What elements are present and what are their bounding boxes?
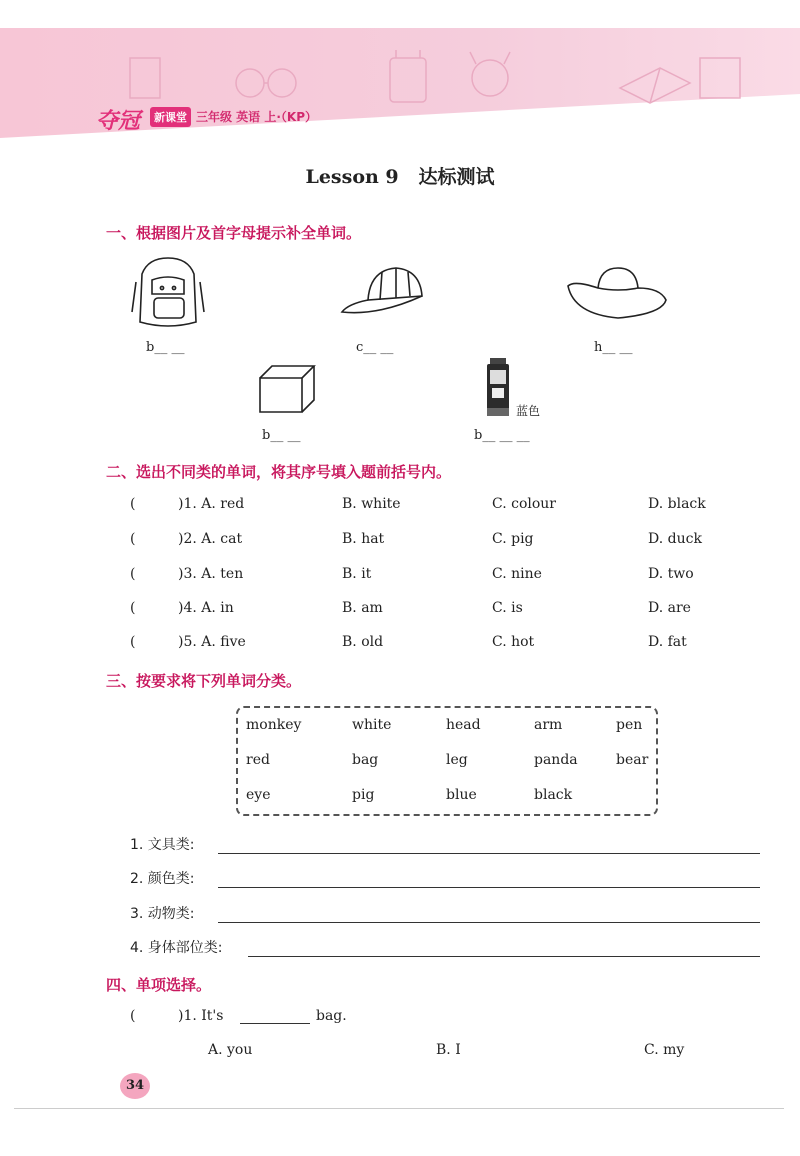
answer-blank-3[interactable]: h__ __ xyxy=(594,340,633,355)
option-c: C. is xyxy=(492,600,523,616)
word-bank-word: black xyxy=(534,787,573,803)
question-row xyxy=(130,634,770,656)
mc-question-row xyxy=(130,1008,770,1030)
question-tail: bag. xyxy=(316,1008,347,1024)
cap-icon xyxy=(338,260,428,320)
answer-paren[interactable]: ( xyxy=(130,531,136,547)
option-d: D. duck xyxy=(648,531,702,547)
option-a: )2. A. cat xyxy=(178,531,243,547)
question-row xyxy=(130,566,770,588)
option-d: D. are xyxy=(648,600,691,616)
mc-options-row xyxy=(130,1042,770,1064)
option-a: )1. A. red xyxy=(178,496,245,512)
word-bank-word: pen xyxy=(616,717,643,733)
word-bank-word: pig xyxy=(352,787,375,803)
answer-blank-5[interactable]: b__ __ __ xyxy=(474,428,530,443)
section-3-title: 三、按要求将下列单词分类。 xyxy=(106,672,302,690)
brand-badge: 新课堂 xyxy=(150,107,191,127)
footer-divider xyxy=(14,1108,784,1109)
category-line[interactable] xyxy=(130,903,760,927)
word-bank-word: bear xyxy=(616,752,649,768)
word-bank-word: head xyxy=(446,717,481,733)
section-2-title: 二、选出不同类的单词，将其序号填入题前括号内。 xyxy=(106,463,452,481)
answer-line[interactable] xyxy=(248,956,760,957)
section-1-title: 一、根据图片及首字母提示补全单词。 xyxy=(106,224,362,242)
option-b: B. it xyxy=(342,566,372,582)
tube-label: 蓝色 xyxy=(516,404,541,418)
answer-paren[interactable]: ( xyxy=(130,1008,136,1024)
answer-line[interactable] xyxy=(218,887,760,888)
option-d: D. black xyxy=(648,496,706,512)
option-b[interactable]: B. I xyxy=(436,1042,461,1058)
category-line[interactable] xyxy=(130,937,760,961)
option-c: C. colour xyxy=(492,496,556,512)
category-line[interactable] xyxy=(130,834,760,858)
answer-paren[interactable]: ( xyxy=(130,600,136,616)
option-a: )5. A. five xyxy=(178,634,246,650)
answer-blank-1[interactable]: b__ __ xyxy=(146,340,185,355)
brand-logo: 夺冠 xyxy=(96,109,141,134)
word-bank-word: blue xyxy=(446,787,477,803)
page-number: 34 xyxy=(120,1073,150,1099)
question-row xyxy=(130,531,770,553)
category-label: 3. 动物类: xyxy=(130,906,195,922)
answer-blank-4[interactable]: b__ __ xyxy=(262,428,301,443)
word-bank-word: white xyxy=(352,717,392,733)
option-d: D. two xyxy=(648,566,694,582)
question-row xyxy=(130,496,770,518)
answer-blank-2[interactable]: c__ __ xyxy=(356,340,394,355)
option-b: B. am xyxy=(342,600,383,616)
answer-paren[interactable]: ( xyxy=(130,496,136,512)
option-b: B. hat xyxy=(342,531,385,547)
option-c: C. pig xyxy=(492,531,534,547)
option-a[interactable]: A. you xyxy=(208,1042,253,1058)
word-bank-word: leg xyxy=(446,752,468,768)
hat-icon xyxy=(564,262,668,322)
option-c: C. hot xyxy=(492,634,535,650)
question-row xyxy=(130,600,770,622)
question-stem: )1. It's xyxy=(178,1008,224,1024)
backpack-icon xyxy=(128,252,208,332)
category-label: 2. 颜色类: xyxy=(130,871,195,887)
category-label: 4. 身体部位类: xyxy=(130,940,223,956)
word-bank-word: bag xyxy=(352,752,379,768)
answer-paren[interactable]: ( xyxy=(130,566,136,582)
option-c: C. nine xyxy=(492,566,542,582)
word-bank-word: monkey xyxy=(246,717,302,733)
option-b: B. white xyxy=(342,496,401,512)
word-bank-word: panda xyxy=(534,752,578,768)
word-bank-word: arm xyxy=(534,717,563,733)
word-bank-word: eye xyxy=(246,787,271,803)
answer-line[interactable] xyxy=(218,853,760,854)
paint-tube-icon xyxy=(484,358,512,420)
category-line[interactable] xyxy=(130,868,760,892)
option-c[interactable]: C. my xyxy=(644,1042,685,1058)
section-4-title: 四、单项选择。 xyxy=(106,976,212,994)
option-b: B. old xyxy=(342,634,384,650)
option-a: )3. A. ten xyxy=(178,566,244,582)
grade-subject-info: 三年级 英语 上·（KP） xyxy=(196,110,318,124)
category-label: 1. 文具类: xyxy=(130,837,195,853)
box-icon xyxy=(258,362,318,416)
option-d: D. fat xyxy=(648,634,687,650)
word-bank-word: red xyxy=(246,752,270,768)
answer-paren[interactable]: ( xyxy=(130,634,136,650)
lesson-title: Lesson 9 达标测试 xyxy=(305,166,495,188)
fill-blank[interactable] xyxy=(240,1023,310,1024)
answer-line[interactable] xyxy=(218,922,760,923)
option-a: )4. A. in xyxy=(178,600,234,616)
